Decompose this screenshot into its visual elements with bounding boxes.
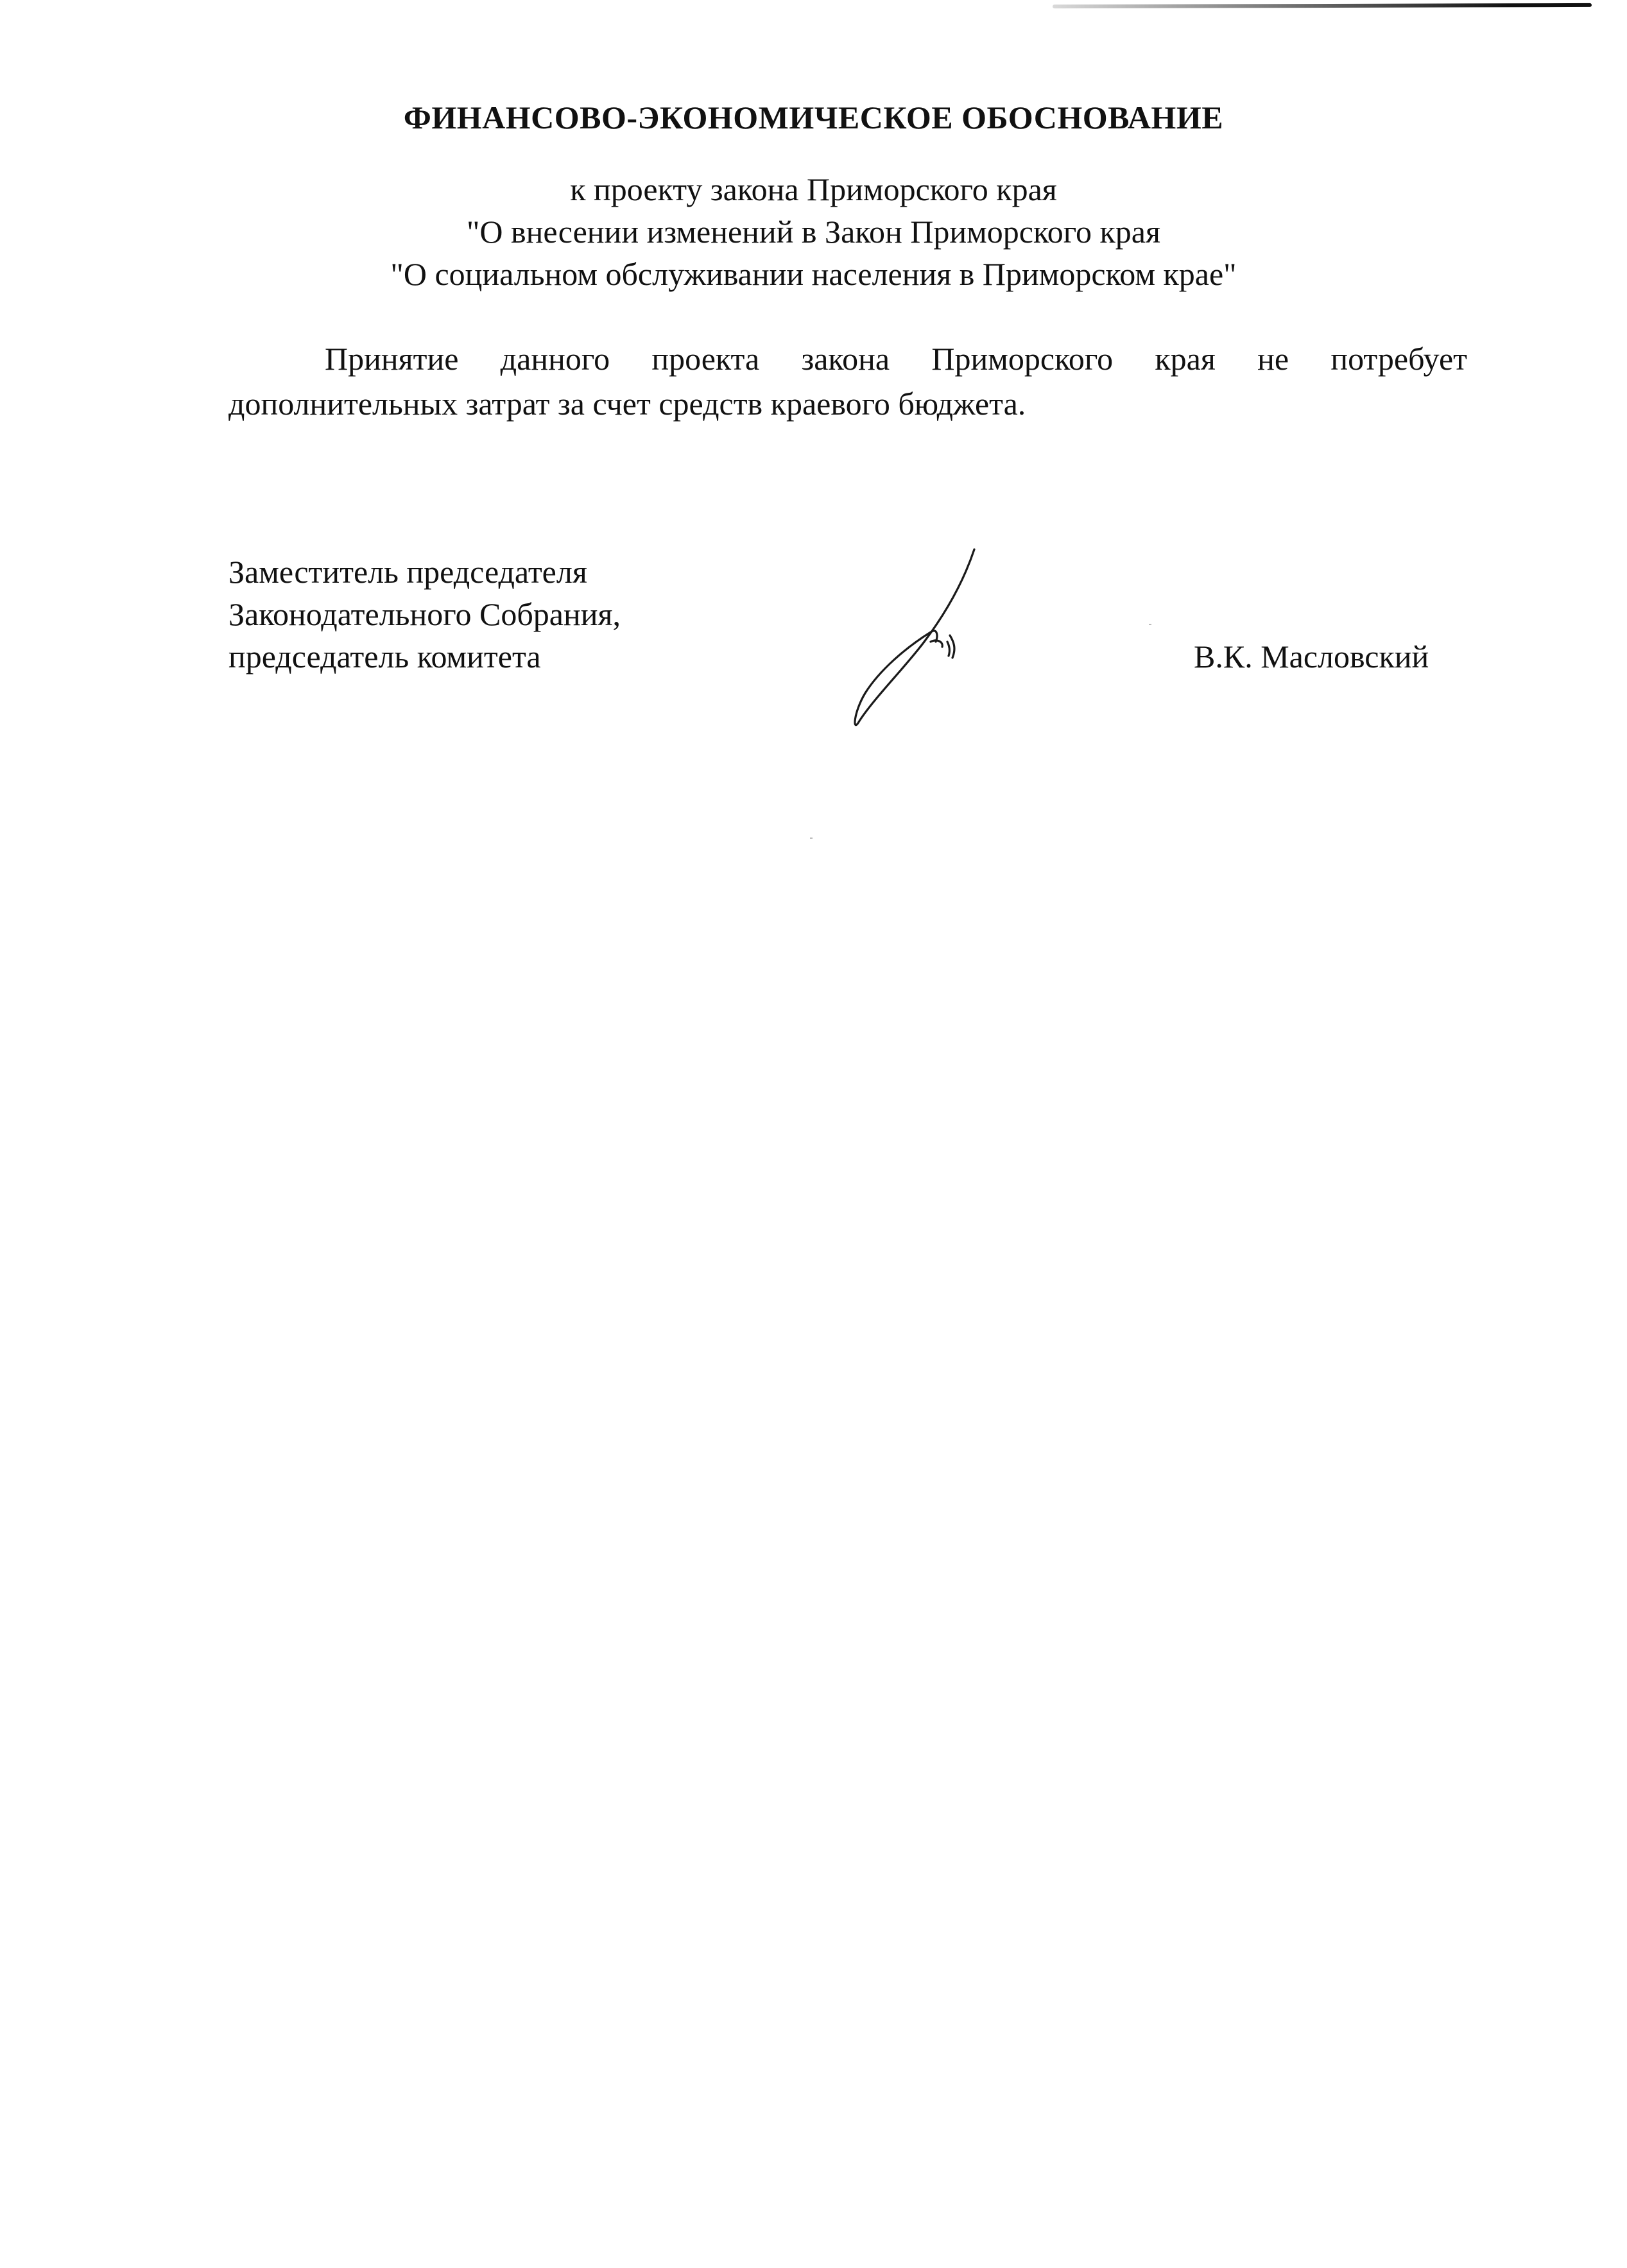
scan-speck bbox=[810, 838, 813, 839]
scan-edge-mark bbox=[1053, 3, 1592, 8]
document-subtitle bbox=[0, 168, 1627, 295]
subtitle-line: "О социальном обслуживании населения в Приморском крае" bbox=[390, 256, 1237, 292]
subtitle-line: "О внесении изменений в Закон Приморского края bbox=[466, 214, 1160, 250]
signatory-position bbox=[228, 551, 621, 678]
handwritten-signature bbox=[834, 546, 1001, 732]
position-line: председатель комитета bbox=[228, 639, 541, 674]
signatory-name: В.К. Масловский bbox=[1194, 639, 1429, 674]
scan-speck bbox=[1149, 624, 1151, 625]
position-line: Заместитель председателя bbox=[228, 554, 587, 590]
subtitle-line: к проекту закона Приморского края bbox=[570, 171, 1057, 207]
position-line: Законодательного Собрания, bbox=[228, 596, 621, 632]
document-title: ФИНАНСОВО-ЭКОНОМИЧЕСКОЕ ОБОСНОВАНИЕ bbox=[403, 99, 1224, 135]
body-paragraph: Принятие данного проекта закона Приморского края не потребует дополнительных затрат за счет средств краевого бюджета. bbox=[228, 341, 1467, 422]
